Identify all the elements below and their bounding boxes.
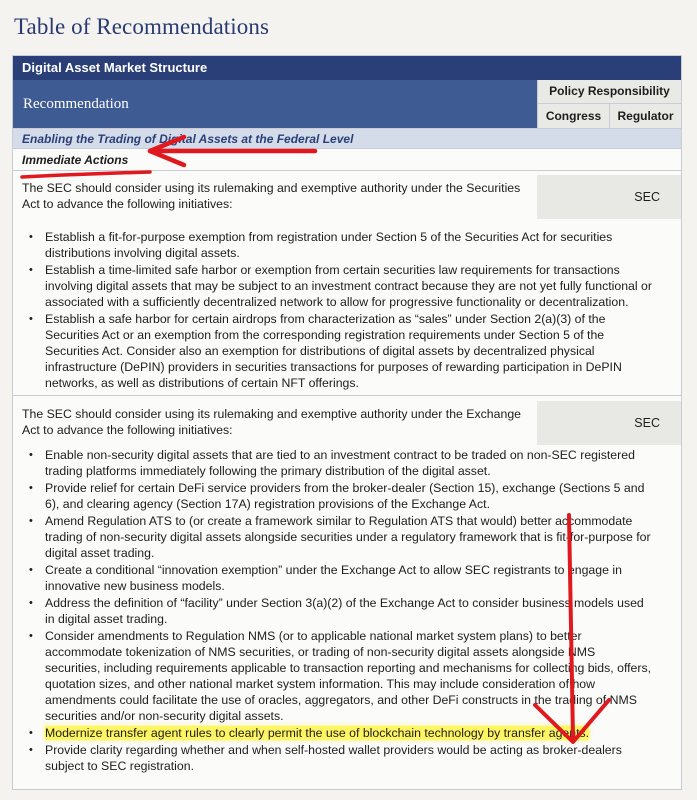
list-item: • Provide relief for certain DeFi service providers from the broker-dealer (Section 15), exchange (Sections 5 and 6), and clearing agency (Section 17A) registration provisions of the Exchange Act. (13, 480, 653, 512)
row-2-intro: The SEC should consider using its rulemaking and exemptive authority under the Exchange Act to advance the following initiatives: (22, 407, 521, 437)
row-2-bullet-list (13, 447, 653, 775)
list-item: • Establish a time-limited safe harbor or exemption from certain securities law requirements for transactions involving digital assets that may be subject to an investment contract because they are not yet fully functional or associated with a sufficiently decentralized network to allow for progressive functionality or decentralization. (13, 262, 653, 310)
list-item: • Establish a fit-for-purpose exemption from registration under Section 5 of the Securities Act for securities distributions involving digital assets. (13, 229, 653, 261)
row-1-intro: The SEC should consider using its rulemaking and exemptive authority under the Securities Act to advance the following initiatives: (22, 181, 521, 211)
list-item: • Consider amendments to Regulation NMS (or to applicable national market system plans) to better accommodate tokenization of NMS securities, or trading of non-security digital assets alongside NMS securities, including requirements applicable to transaction reporting and mechanisms for collecting bids, offers, quotation sizes, and other national market system information. This may include consideration of how amendments could facilitate the use of oracles, aggregators, and other DeFi constructs in the trading of NMS securities and/or non-security digital assets. (13, 628, 653, 724)
row-2-regulator: SEC (537, 401, 681, 445)
list-item: • Create a conditional “innovation exemption” under the Exchange Act to allow SEC registrants to engage in innovative new business models. (13, 562, 653, 594)
highlight-mark: Modernize transfer agent rules to clearly permit the use of blockchain technology by transfer agents. (45, 726, 590, 740)
highlighted-list-item (13, 725, 653, 741)
header-policy-responsibility: Policy Responsibility (537, 80, 681, 104)
list-item: • Provide clarity regarding whether and when self-hosted wallet providers would be acting as broker-dealers subject to SEC registration. (13, 742, 653, 774)
group-label-immediate-actions: Immediate Actions (13, 149, 681, 171)
row-1-regulator: SEC (537, 175, 681, 219)
list-item: • Amend Regulation ATS to (or create a framework similar to Regulation ATS that would) better accommodate trading of non-security digital assets alongside securities under a regulatory framework that is fit-for-purpose for digital asset trading. (13, 513, 653, 561)
subsection-title: Enabling the Trading of Digital Assets at the Federal Level (13, 128, 681, 149)
header-regulator: Regulator (609, 104, 681, 128)
header-recommendation: Recommendation (13, 80, 537, 128)
section-title: Digital Asset Market Structure (13, 56, 681, 80)
header-congress: Congress (537, 104, 609, 128)
list-item: • Establish a safe harbor for certain airdrops from characterization as “sales” under Section 2(a)(3) of the Securities Act or an exemption from the corresponding registration requirements under Section 5 of the Securities Act. Consider also an exemption for distributions of digital assets by decentralized physical infrastructure (DePIN) providers in securities transactions for purposes of rewarding participation in DePIN networks, as well as distributions of certain NFT offerings. (13, 311, 653, 391)
recommendations-table (12, 55, 682, 790)
list-item: • Enable non-security digital assets that are tied to an investment contract to be traded on non-SEC registered trading platforms immediately following the primary distribution of the digital asset. (13, 447, 653, 479)
row-divider (13, 395, 681, 396)
list-item: • Address the definition of “facility” under Section 3(a)(2) of the Exchange Act to consider business models used in digital asset trading. (13, 595, 653, 627)
page-title: Table of Recommendations (14, 14, 269, 39)
row-1-bullet-list (13, 229, 653, 392)
